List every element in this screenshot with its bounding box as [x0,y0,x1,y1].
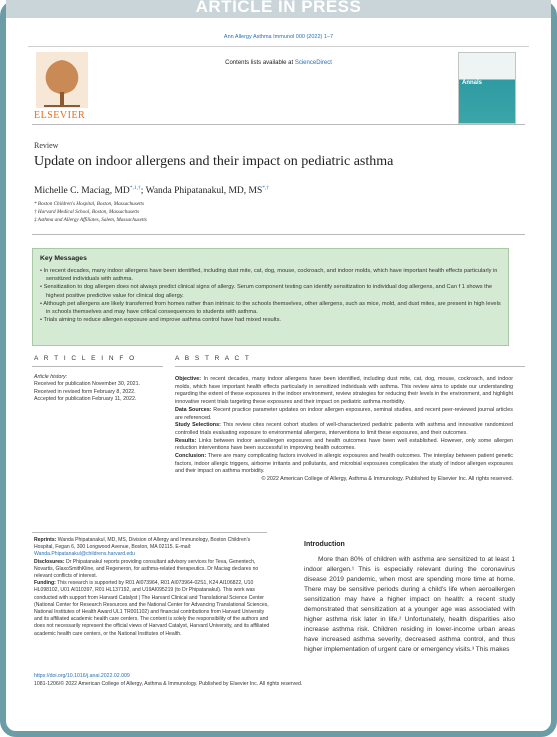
author-name[interactable]: Michelle C. Maciag, MD [34,186,130,197]
abstract-selections [175,422,513,437]
key-message-item: • Trials aiming to reduce allergen exposure and improve asthma control have had mixed results. [40,317,281,324]
reprints-label: Reprints: [34,537,57,543]
author-affiliation-marker[interactable]: *,† [262,185,270,191]
sources-label: Data Sources: [175,406,212,413]
disclosures-label: Disclosures: [34,558,65,565]
affiliation: ‡ Asthma and Allergy Affiliates, Salem, Massachusetts [34,217,147,223]
key-message-item: • Sensitization to dog allergen does not always predict clinical signs of allergy. Serum component testing can identify sensitization to individual dog allergens, and Can f 1 shows the highest positive predictive value for clinical dog allergy. [40,284,493,299]
journal-cover-title: Annals [462,80,483,86]
abstract-copyright: © 2022 American College of Allergy, Asthma & Immunology. Published by Elsevier Inc. All rights reserved. [261,476,513,483]
issn-copyright-line: 1081-1206/© 2022 American College of Allergy, Asthma & Immunology. Published by Elsevier Inc. All rights reserved. [34,681,303,687]
history-label: Article history: [34,374,68,380]
results-label: Results: [175,437,197,444]
affiliation: * Boston Children's Hospital, Boston, Massachusetts [34,201,145,207]
sciencedirect-link[interactable]: ScienceDirect [294,60,332,66]
abstract-results [175,438,513,453]
received-date: Received for publication November 30, 2021. [34,381,140,388]
sources-text: Recent practice parameter updates on indoor allergen exposures, seminal studies, and recent peer-reviewed journal articles are referenced. [175,406,513,421]
journal-citation-link[interactable]: Ann Allergy Asthma Immunol 000 (2022) 1–7 [223,34,334,40]
contents-prefix: Contents lists available at [225,60,295,66]
publisher-logo-text: ELSEVIER [34,110,86,121]
abstract-divider [175,366,525,367]
selections-text: This review cites recent cohort studies of well-characterized pediatric patients with asthma and innovative randomized controlled trials evaluating exposure to environmental allergens, interventions to limit these exposures, and their outcomes. [175,422,514,436]
results-text: Links between indoor aeroallergen exposures and health outcomes have been well established. However, only some allergen reduction interventions have been successful in improving health outcomes. [175,437,513,452]
conclusion-label: Conclusion: [175,453,207,460]
article-info-divider [32,366,163,367]
correspondence-footnotes [34,537,270,638]
key-messages-box [32,248,509,346]
revised-date: Received in revised form February 8, 2022. [34,388,136,395]
abstract-sources [175,407,513,422]
selections-label: Study Selections: [175,422,221,429]
introduction-heading: Introduction [304,541,345,548]
conclusion-text: There are many complicating factors involved in allergic exposures and health outcomes. The interplay between patient genetic factors, indoor allergic triggers, airborne irritants and pollutants, and microbial exposures complicates the study of indoor allergen exposures and their impact on asthma morbidity. [175,453,513,475]
article-in-press-banner: ARTICLE IN PRESS [6,0,551,18]
abstract-objective [175,376,513,407]
abstract-conclusion [175,453,513,476]
key-message-item: • Although pet allergens are likely transferred from homes rather than intrinsic to the schools themselves, other allergens, such as mice, mold, and dust mites, are present in high levels in schools themselves and may have critical consequences to students with asthma. [40,300,501,316]
reprints-note [34,537,270,559]
key-messages-title: Key Messages [40,255,87,262]
article-info-heading: A R T I C L E I N F O [34,355,137,362]
author-affiliation-marker[interactable]: *,1,† [129,185,141,191]
journal-cover-thumbnail[interactable] [458,52,516,124]
disclosures-text: Dr Phipatanakul reports providing consultant advisory services for Teva, Genentech, Novartis, GlaxoSmithKline, and Regeneron, for asthma-related therapeutics. Dr Maciag declares no relevant conflicts of interest. [34,558,259,580]
author-list: Michelle C. Maciag, $MD^{*,1,\dagger}$; Wanda Phipatanakul, MD, MS*,† [34,185,270,197]
article-type: Review [34,141,59,150]
doi-link[interactable]: https://doi.org/10.1016/j.anai.2022.02.009 [34,673,130,679]
accepted-date: Accepted for publication February 11, 2022. [34,396,137,403]
footnote-divider [32,532,267,533]
affiliation-list [34,200,147,224]
author-email-link[interactable]: Wanda.Phipatanakul@childrens.harvard.edu [34,551,135,558]
journal-header [28,46,529,125]
affiliation: † Harvard Medical School, Boston, Massachusetts [34,209,140,215]
abstract-body [175,376,513,484]
article-history [34,374,140,404]
article-title: Update on indoor allergens and their impact on pediatric asthma [34,154,394,169]
introduction-text: More than 80% of children with asthma are sensitized to at least 1 indoor allergen.¹ This is especially relevant during the coronavirus disease 2019 pandemic, when most are spending more time at home. There may be sensitive periods during a child's life when aeroallergen sensitization may have a higher impact on health: a recent study demonstrated that sensitization at a younger age was associated with higher asthma risk later in life.² Unfortunately, health disparities also increase asthma risk. Children residing in lower-income urban areas have increased asthma severity, decreased asthma control, and thus higher implementation of urgent care or emergency visits.³ This makes [304,556,515,653]
funding-text: This research is supported by R01 AI073964, R01 AI073964-02S1, K24 AI106822, U10 HL098102, U01 AI110397, R01 HL137192, and U19AI095219 (to Dr Phipatanakul). This work was conducted with support from Harvard Catalyst | The Harvard Clinical and Translational Science Center (National Center for Research Resources and the National Center for Advancing Translational Sciences, National Institutes of Health Award UL1 TR001102) and financial contributions from Harvard University and its affiliated academic health care centers. The content is solely the responsibility of the authors and does not necessarily represent the official views of Harvard Catalyst, Harvard University, and its affiliated academic health care centers, or the National Institutes of Health. [34,580,270,637]
key-message-item: • In recent decades, many indoor allergens have been identified, including dust mite, cat, dog, mouse, cockroach, and indoor molds, which have important health effects particularly in sensitized individuals with asthma. [40,268,498,283]
funding-label: Funding: [34,580,56,587]
funding-note [34,580,270,638]
objective-text: In recent decades, many indoor allergens have been identified, including dust mite, cat, dog, mouse, cockroach, and indoor molds, which have important health effects particularly in sensitized individuals with asthma. This review aims to update our understanding regarding the extent of these exposures in the indoor environment, review strategies for reducing their levels in the environment, and highlight innovative recent trials targeting these exposures and their impact on pediatric asthma morbidity. [175,376,513,406]
objective-label: Objective: [175,376,202,382]
disclosures-note [34,559,270,581]
affiliation-divider [32,234,525,235]
author-name[interactable]: Wanda Phipatanakul, MD, MS [145,186,263,197]
abstract-heading: A B S T R A C T [175,355,251,362]
header-divider [32,124,525,125]
reprints-text: Wanda Phipatanakul, MD, MS, Division of Allergy and Immunology, Boston Children's Hospital, Fegan 6, 300 Longwood Avenue, Boston, MA 02115. E-mail: [34,537,251,551]
